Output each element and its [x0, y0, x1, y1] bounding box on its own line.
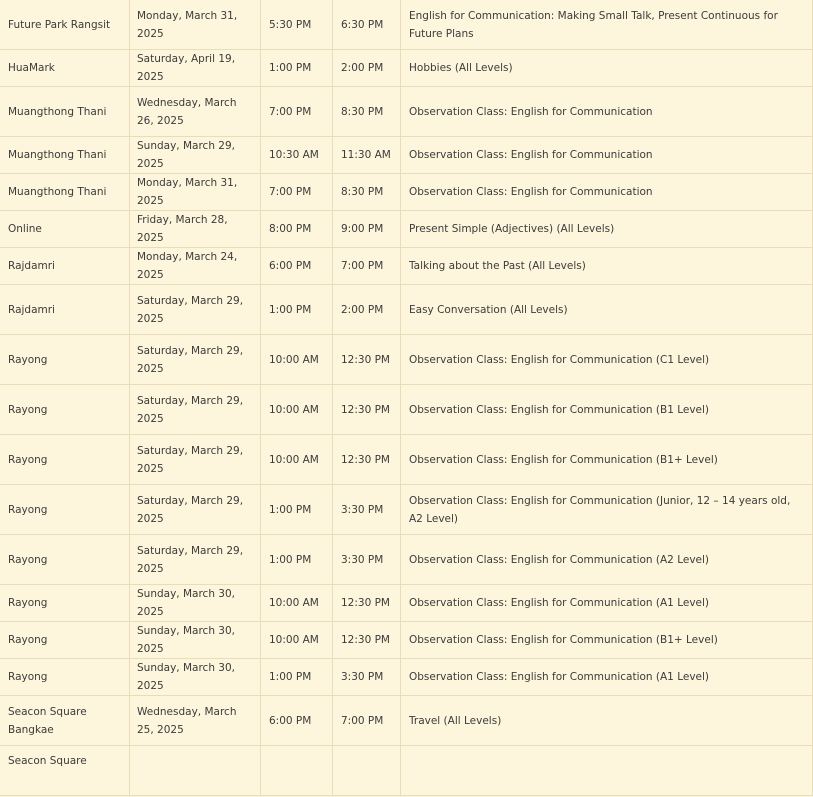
date-cell — [130, 746, 261, 796]
date-cell: Friday, March 28, 2025 — [130, 211, 261, 248]
location-cell: Rajdamri — [0, 248, 130, 285]
location-cell: Future Park Rangsit — [0, 0, 130, 50]
table-row — [0, 211, 813, 248]
topic-cell — [401, 746, 813, 796]
end-time-cell: 2:00 PM — [333, 285, 401, 335]
start-time-cell: 1:00 PM — [261, 659, 333, 696]
table-row — [0, 746, 813, 796]
table-row — [0, 87, 813, 137]
topic-cell: Observation Class: English for Communication — [401, 137, 813, 174]
location-cell: Muangthong Thani — [0, 174, 130, 211]
table-row — [0, 50, 813, 87]
start-time-cell — [261, 746, 333, 796]
location-cell: Rayong — [0, 535, 130, 585]
start-time-cell: 10:00 AM — [261, 585, 333, 622]
topic-cell: Observation Class: English for Communication (A1 Level) — [401, 585, 813, 622]
start-time-cell: 10:00 AM — [261, 385, 333, 435]
start-time-cell: 6:00 PM — [261, 696, 333, 746]
date-cell: Saturday, March 29, 2025 — [130, 485, 261, 535]
start-time-cell: 7:00 PM — [261, 174, 333, 211]
table-row — [0, 585, 813, 622]
topic-cell: Talking about the Past (All Levels) — [401, 248, 813, 285]
topic-cell: Observation Class: English for Communication (B1+ Level) — [401, 435, 813, 485]
topic-cell: Observation Class: English for Communication (A2 Level) — [401, 535, 813, 585]
end-time-cell: 12:30 PM — [333, 622, 401, 659]
start-time-cell: 6:00 PM — [261, 248, 333, 285]
date-cell: Saturday, March 29, 2025 — [130, 535, 261, 585]
end-time-cell: 7:00 PM — [333, 696, 401, 746]
location-cell: HuaMark — [0, 50, 130, 87]
end-time-cell: 3:30 PM — [333, 659, 401, 696]
location-cell: Rayong — [0, 485, 130, 535]
topic-cell: Observation Class: English for Communication (C1 Level) — [401, 335, 813, 385]
location-cell: Rajdamri — [0, 285, 130, 335]
location-cell: Muangthong Thani — [0, 137, 130, 174]
topic-cell: Hobbies (All Levels) — [401, 50, 813, 87]
table-row — [0, 696, 813, 746]
end-time-cell: 6:30 PM — [333, 0, 401, 50]
date-cell: Sunday, March 30, 2025 — [130, 659, 261, 696]
location-cell: Muangthong Thani — [0, 87, 130, 137]
location-cell: Rayong — [0, 622, 130, 659]
table-row — [0, 659, 813, 696]
location-cell: Online — [0, 211, 130, 248]
end-time-cell: 12:30 PM — [333, 585, 401, 622]
topic-cell: Present Simple (Adjectives) (All Levels) — [401, 211, 813, 248]
date-cell: Saturday, March 29, 2025 — [130, 335, 261, 385]
date-cell: Sunday, March 29, 2025 — [130, 137, 261, 174]
start-time-cell: 1:00 PM — [261, 50, 333, 87]
location-cell: Rayong — [0, 659, 130, 696]
date-cell: Saturday, March 29, 2025 — [130, 285, 261, 335]
start-time-cell: 7:00 PM — [261, 87, 333, 137]
end-time-cell: 8:30 PM — [333, 87, 401, 137]
location-cell: Rayong — [0, 585, 130, 622]
table-row — [0, 622, 813, 659]
table-row — [0, 285, 813, 335]
topic-cell: Observation Class: English for Communication (B1 Level) — [401, 385, 813, 435]
end-time-cell: 3:30 PM — [333, 485, 401, 535]
start-time-cell: 1:00 PM — [261, 285, 333, 335]
date-cell: Sunday, March 30, 2025 — [130, 622, 261, 659]
topic-cell: Observation Class: English for Communication (B1+ Level) — [401, 622, 813, 659]
end-time-cell: 7:00 PM — [333, 248, 401, 285]
topic-cell: Observation Class: English for Communication — [401, 87, 813, 137]
date-cell: Monday, March 24, 2025 — [130, 248, 261, 285]
start-time-cell: 1:00 PM — [261, 485, 333, 535]
location-cell: Rayong — [0, 385, 130, 435]
date-cell: Saturday, March 29, 2025 — [130, 385, 261, 435]
date-cell: Monday, March 31, 2025 — [130, 174, 261, 211]
location-cell: Rayong — [0, 335, 130, 385]
table-row — [0, 248, 813, 285]
table-row — [0, 174, 813, 211]
table-row — [0, 435, 813, 485]
topic-cell: English for Communication: Making Small Talk, Present Continuous for Future Plans — [401, 0, 813, 50]
date-cell: Wednesday, March 25, 2025 — [130, 696, 261, 746]
end-time-cell — [333, 746, 401, 796]
start-time-cell: 1:00 PM — [261, 535, 333, 585]
table-row — [0, 535, 813, 585]
table-row — [0, 485, 813, 535]
topic-cell: Observation Class: English for Communication (A1 Level) — [401, 659, 813, 696]
end-time-cell: 3:30 PM — [333, 535, 401, 585]
topic-cell: Travel (All Levels) — [401, 696, 813, 746]
table-row — [0, 385, 813, 435]
table-row — [0, 0, 813, 50]
date-cell: Wednesday, March 26, 2025 — [130, 87, 261, 137]
start-time-cell: 8:00 PM — [261, 211, 333, 248]
topic-cell: Observation Class: English for Communication — [401, 174, 813, 211]
end-time-cell: 9:00 PM — [333, 211, 401, 248]
date-cell: Saturday, March 29, 2025 — [130, 435, 261, 485]
location-cell: Seacon Square — [0, 746, 130, 796]
start-time-cell: 5:30 PM — [261, 0, 333, 50]
start-time-cell: 10:30 AM — [261, 137, 333, 174]
location-cell: Seacon Square Bangkae — [0, 696, 130, 746]
end-time-cell: 11:30 AM — [333, 137, 401, 174]
date-cell: Monday, March 31, 2025 — [130, 0, 261, 50]
end-time-cell: 12:30 PM — [333, 385, 401, 435]
end-time-cell: 12:30 PM — [333, 435, 401, 485]
topic-cell: Observation Class: English for Communication (Junior, 12 – 14 years old, A2 Level) — [401, 485, 813, 535]
end-time-cell: 2:00 PM — [333, 50, 401, 87]
start-time-cell: 10:00 AM — [261, 335, 333, 385]
table-row — [0, 335, 813, 385]
location-cell: Rayong — [0, 435, 130, 485]
start-time-cell: 10:00 AM — [261, 622, 333, 659]
end-time-cell: 8:30 PM — [333, 174, 401, 211]
table-row — [0, 137, 813, 174]
topic-cell: Easy Conversation (All Levels) — [401, 285, 813, 335]
start-time-cell: 10:00 AM — [261, 435, 333, 485]
date-cell: Saturday, April 19, 2025 — [130, 50, 261, 87]
end-time-cell: 12:30 PM — [333, 335, 401, 385]
date-cell: Sunday, March 30, 2025 — [130, 585, 261, 622]
